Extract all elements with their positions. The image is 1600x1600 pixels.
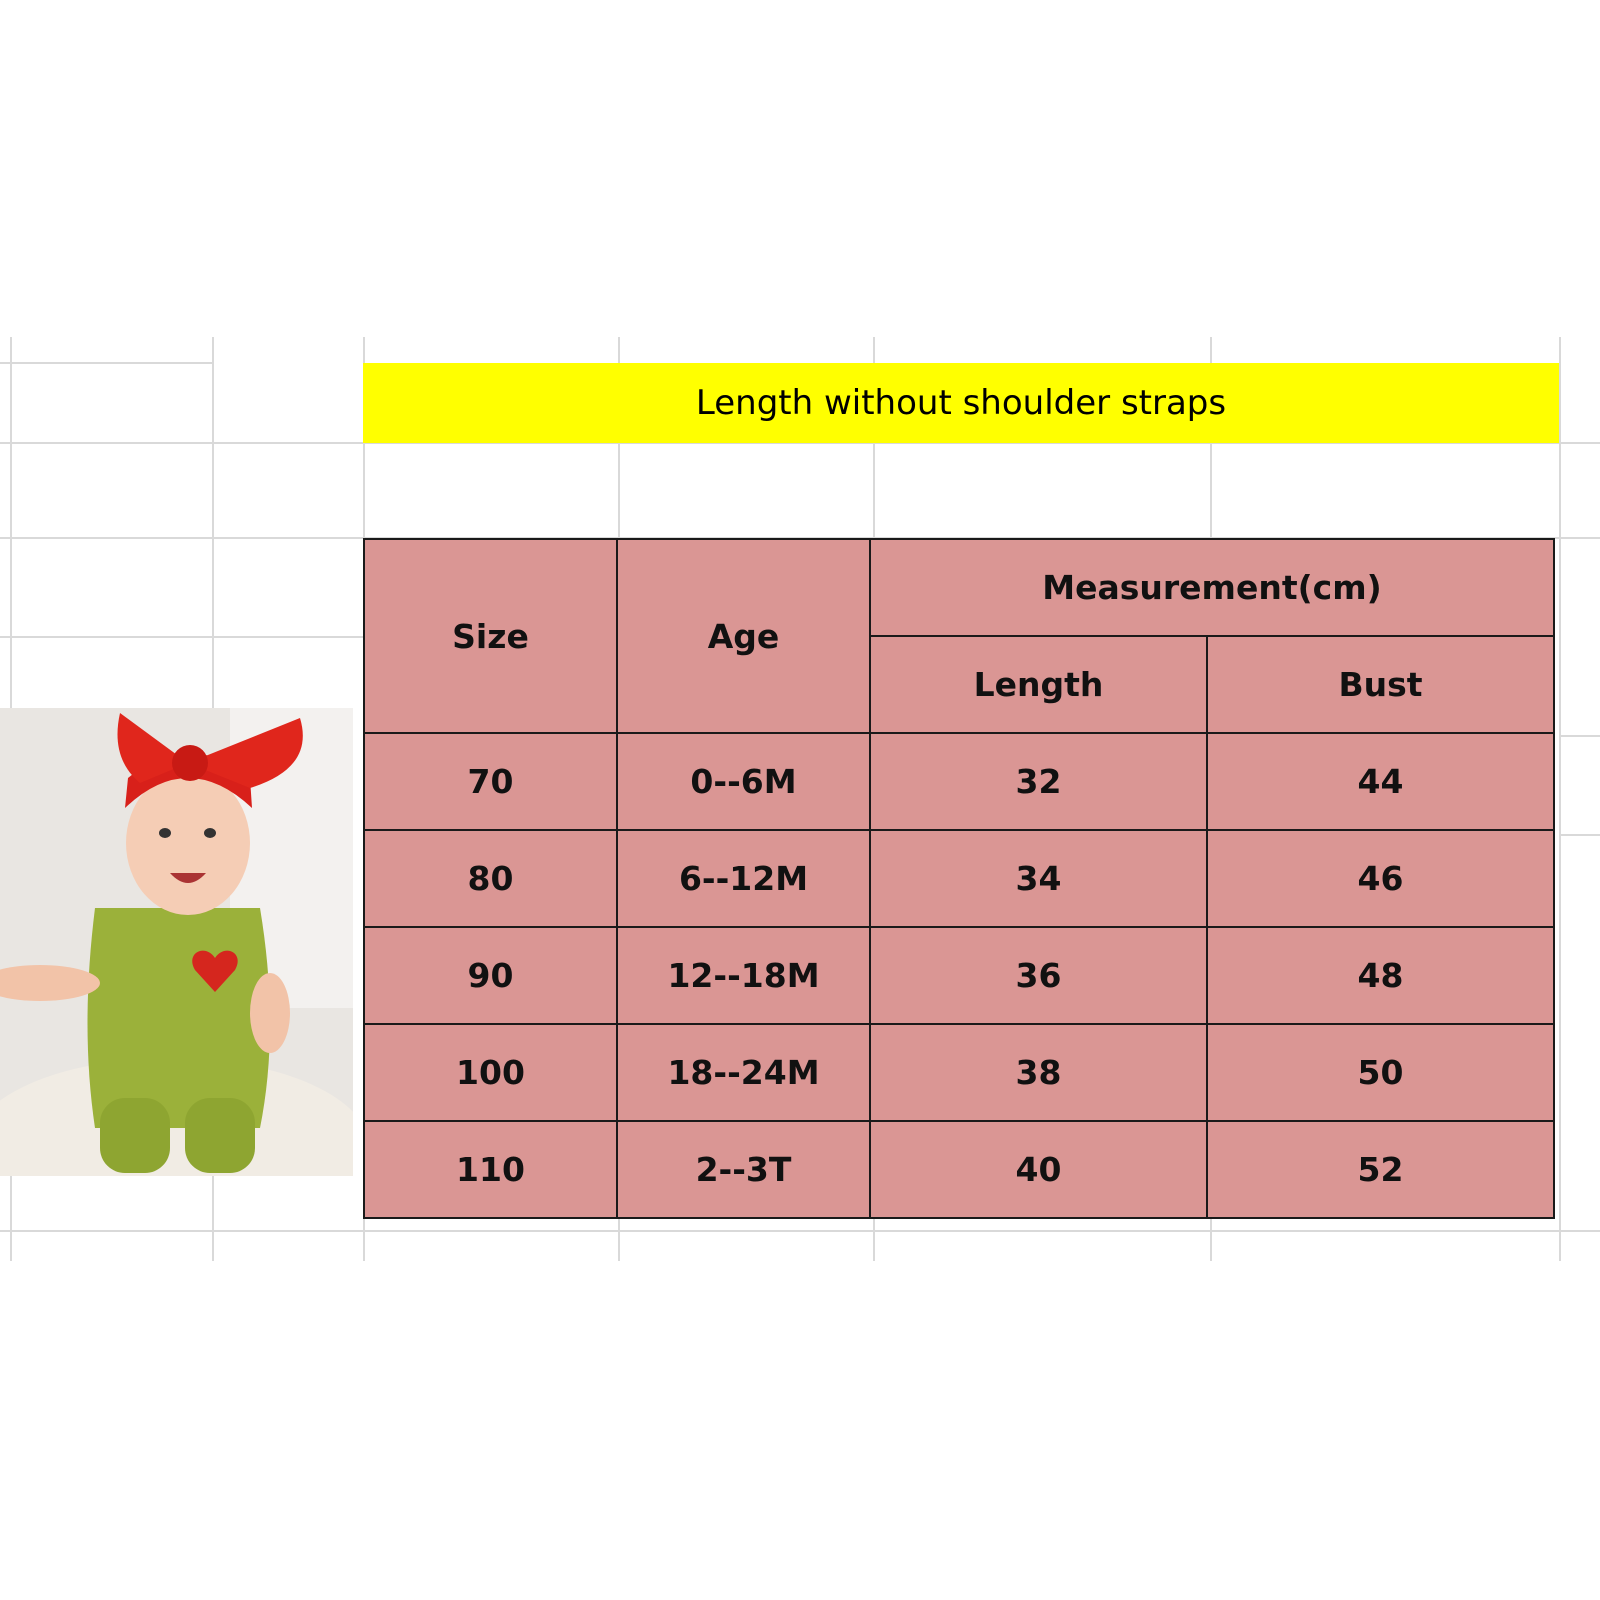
cell-age: 6--12M — [617, 830, 870, 927]
header-bust: Bust — [1207, 636, 1554, 733]
product-photo — [0, 708, 353, 1176]
cell-length: 34 — [870, 830, 1207, 927]
header-age: Age — [617, 539, 870, 733]
table-row — [364, 830, 1554, 927]
header-measurement: Measurement(cm) — [870, 539, 1554, 636]
cell-length: 40 — [870, 1121, 1207, 1218]
cell-length: 36 — [870, 927, 1207, 1024]
table-row — [364, 1024, 1554, 1121]
cell-bust: 50 — [1207, 1024, 1554, 1121]
cell-size: 110 — [364, 1121, 617, 1218]
size-chart-table — [363, 538, 1555, 1219]
cell-size: 100 — [364, 1024, 617, 1121]
cell-size: 90 — [364, 927, 617, 1024]
cell-length: 38 — [870, 1024, 1207, 1121]
cell-length: 32 — [870, 733, 1207, 830]
title-text: Length without shoulder straps — [695, 383, 1227, 423]
table-row — [364, 1121, 1554, 1218]
cell-size: 70 — [364, 733, 617, 830]
table-row — [364, 927, 1554, 1024]
cell-age: 18--24M — [617, 1024, 870, 1121]
cell-age: 12--18M — [617, 927, 870, 1024]
cell-size: 80 — [364, 830, 617, 927]
header-length: Length — [870, 636, 1207, 733]
cell-bust: 44 — [1207, 733, 1554, 830]
cell-bust: 52 — [1207, 1121, 1554, 1218]
header-size: Size — [364, 539, 617, 733]
title-banner — [363, 363, 1559, 443]
cell-age: 2--3T — [617, 1121, 870, 1218]
table-row — [364, 733, 1554, 830]
cell-bust: 48 — [1207, 927, 1554, 1024]
cell-age: 0--6M — [617, 733, 870, 830]
cell-bust: 46 — [1207, 830, 1554, 927]
